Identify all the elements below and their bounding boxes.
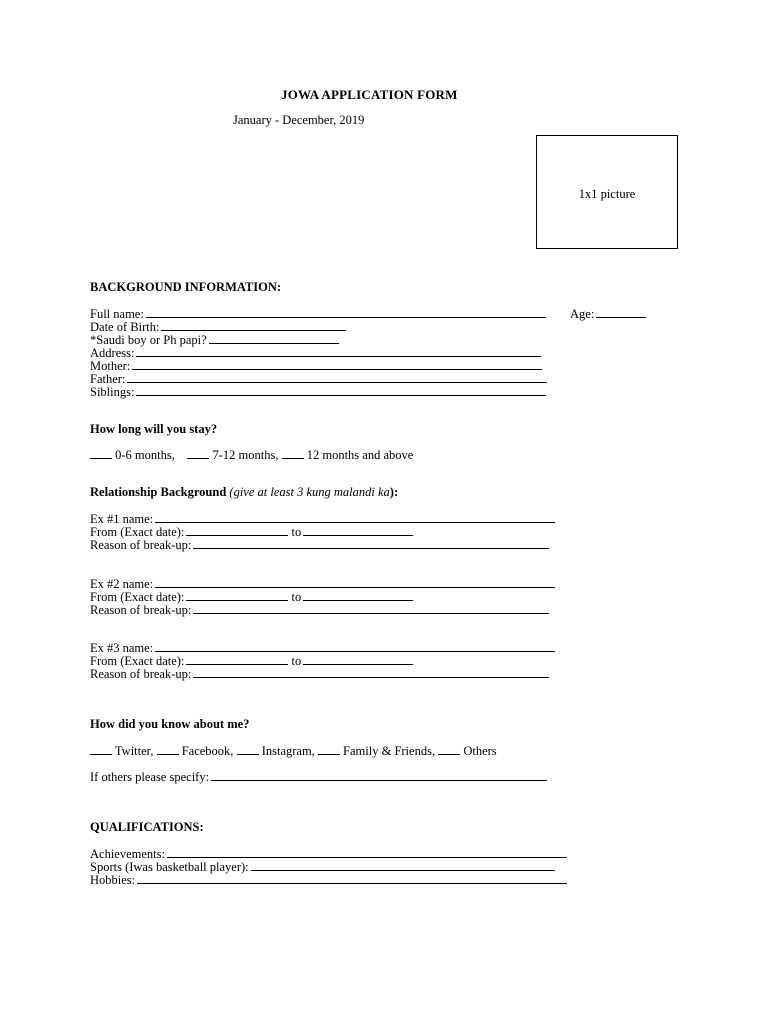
ex2-reason-line[interactable] bbox=[193, 603, 549, 614]
ex2-from-label: From (Exact date): bbox=[90, 590, 185, 604]
relationship-heading-tail: ): bbox=[389, 485, 399, 499]
stay-option-3: 12 months and above bbox=[306, 448, 414, 462]
ex1-name-label: Ex #1 name: bbox=[90, 512, 154, 526]
saudi-line[interactable] bbox=[209, 333, 339, 344]
hobbies-label: Hobbies: bbox=[90, 873, 136, 887]
relationship-heading bbox=[90, 486, 398, 499]
ex2-to-line[interactable] bbox=[303, 590, 413, 601]
know-check-5[interactable] bbox=[438, 744, 460, 755]
know-check-3[interactable] bbox=[237, 744, 259, 755]
ex3-to-line[interactable] bbox=[303, 654, 413, 665]
ex1-name-field[interactable] bbox=[90, 512, 555, 526]
know-option-instagram: Instagram, bbox=[261, 744, 315, 758]
hobbies-field[interactable] bbox=[90, 873, 567, 887]
stay-check-3[interactable] bbox=[282, 448, 304, 459]
ex2-to-label: to bbox=[291, 590, 302, 604]
ex2-reason-label: Reason of break-up: bbox=[90, 603, 192, 617]
specify-label: If others please specify: bbox=[90, 770, 210, 784]
ex2-dates-field[interactable] bbox=[90, 590, 413, 604]
ex3-name-label: Ex #3 name: bbox=[90, 641, 154, 655]
form-title: JOWA APPLICATION FORM bbox=[281, 87, 458, 102]
full-name-line[interactable] bbox=[146, 307, 546, 318]
ex1-reason-field[interactable] bbox=[90, 538, 549, 552]
siblings-label: Siblings: bbox=[90, 385, 135, 399]
dob-line[interactable] bbox=[161, 320, 346, 331]
ex3-name-line[interactable] bbox=[155, 641, 555, 652]
stay-option-1: 0-6 months, bbox=[115, 448, 175, 462]
ex1-from-line[interactable] bbox=[186, 525, 288, 536]
ex1-reason-line[interactable] bbox=[193, 538, 549, 549]
ex1-to-label: to bbox=[291, 525, 302, 539]
know-option-family: Family & Friends, bbox=[343, 744, 436, 758]
stay-options bbox=[90, 448, 413, 462]
relationship-heading-note: (give at least 3 kung malandi ka bbox=[229, 485, 390, 499]
ex1-to-line[interactable] bbox=[303, 525, 413, 536]
age-line[interactable] bbox=[596, 307, 646, 318]
photo-label: 1x1 picture bbox=[578, 187, 636, 201]
address-line[interactable] bbox=[136, 346, 541, 357]
stay-check-2[interactable] bbox=[187, 448, 209, 459]
ex3-from-line[interactable] bbox=[186, 654, 288, 665]
full-name-label: Full name: bbox=[90, 307, 144, 321]
sports-field[interactable] bbox=[90, 860, 555, 874]
address-label: Address: bbox=[90, 346, 135, 360]
ex1-from-label: From (Exact date): bbox=[90, 525, 185, 539]
address-field[interactable] bbox=[90, 346, 541, 360]
stay-check-1[interactable] bbox=[90, 448, 112, 459]
ex3-dates-field[interactable] bbox=[90, 654, 413, 668]
sports-line[interactable] bbox=[251, 860, 555, 871]
sports-label: Sports (Iwas basketball player): bbox=[90, 860, 249, 874]
ex3-reason-field[interactable] bbox=[90, 667, 549, 681]
specify-line[interactable] bbox=[211, 770, 547, 781]
ex3-from-label: From (Exact date): bbox=[90, 654, 185, 668]
hobbies-line[interactable] bbox=[137, 873, 567, 884]
know-check-1[interactable] bbox=[90, 744, 112, 755]
achievements-line[interactable] bbox=[167, 847, 567, 858]
photo-box[interactable] bbox=[536, 135, 678, 249]
qualifications-heading: QUALIFICATIONS: bbox=[90, 820, 204, 834]
saudi-label: *Saudi boy or Ph papi? bbox=[90, 333, 207, 347]
ex1-dates-field[interactable] bbox=[90, 525, 413, 539]
ex2-from-line[interactable] bbox=[186, 590, 288, 601]
ex3-to-label: to bbox=[291, 654, 302, 668]
background-heading: BACKGROUND INFORMATION: bbox=[90, 280, 282, 294]
stay-option-2: 7-12 months, bbox=[212, 448, 279, 462]
ex3-reason-label: Reason of break-up: bbox=[90, 667, 192, 681]
know-options bbox=[90, 744, 497, 758]
ex3-name-field[interactable] bbox=[90, 641, 555, 655]
father-field[interactable] bbox=[90, 372, 547, 386]
mother-field[interactable] bbox=[90, 359, 542, 373]
full-name-field[interactable] bbox=[90, 307, 546, 321]
form-period: January - December, 2019 bbox=[233, 113, 365, 127]
saudi-field[interactable] bbox=[90, 333, 339, 347]
relationship-heading-text: Relationship Background bbox=[90, 485, 227, 499]
ex1-reason-label: Reason of break-up: bbox=[90, 538, 192, 552]
ex1-name-line[interactable] bbox=[155, 512, 555, 523]
specify-field[interactable] bbox=[90, 770, 547, 784]
age-field[interactable] bbox=[570, 307, 646, 321]
father-line[interactable] bbox=[127, 372, 547, 383]
dob-label: Date of Birth: bbox=[90, 320, 160, 334]
know-option-facebook: Facebook, bbox=[181, 744, 234, 758]
know-option-twitter: Twitter, bbox=[114, 744, 154, 758]
ex2-reason-field[interactable] bbox=[90, 603, 549, 617]
ex2-name-label: Ex #2 name: bbox=[90, 577, 154, 591]
mother-label: Mother: bbox=[90, 359, 131, 373]
achievements-field[interactable] bbox=[90, 847, 567, 861]
ex2-name-field[interactable] bbox=[90, 577, 555, 591]
father-label: Father: bbox=[90, 372, 126, 386]
dob-field[interactable] bbox=[90, 320, 346, 334]
siblings-field[interactable] bbox=[90, 385, 546, 399]
ex3-reason-line[interactable] bbox=[193, 667, 549, 678]
know-check-2[interactable] bbox=[157, 744, 179, 755]
know-heading: How did you know about me? bbox=[90, 717, 250, 731]
age-label: Age: bbox=[570, 307, 595, 321]
know-option-others: Others bbox=[463, 744, 497, 758]
ex2-name-line[interactable] bbox=[155, 577, 555, 588]
siblings-line[interactable] bbox=[136, 385, 546, 396]
stay-heading: How long will you stay? bbox=[90, 422, 218, 436]
mother-line[interactable] bbox=[132, 359, 542, 370]
achievements-label: Achievements: bbox=[90, 847, 165, 861]
know-check-4[interactable] bbox=[318, 744, 340, 755]
